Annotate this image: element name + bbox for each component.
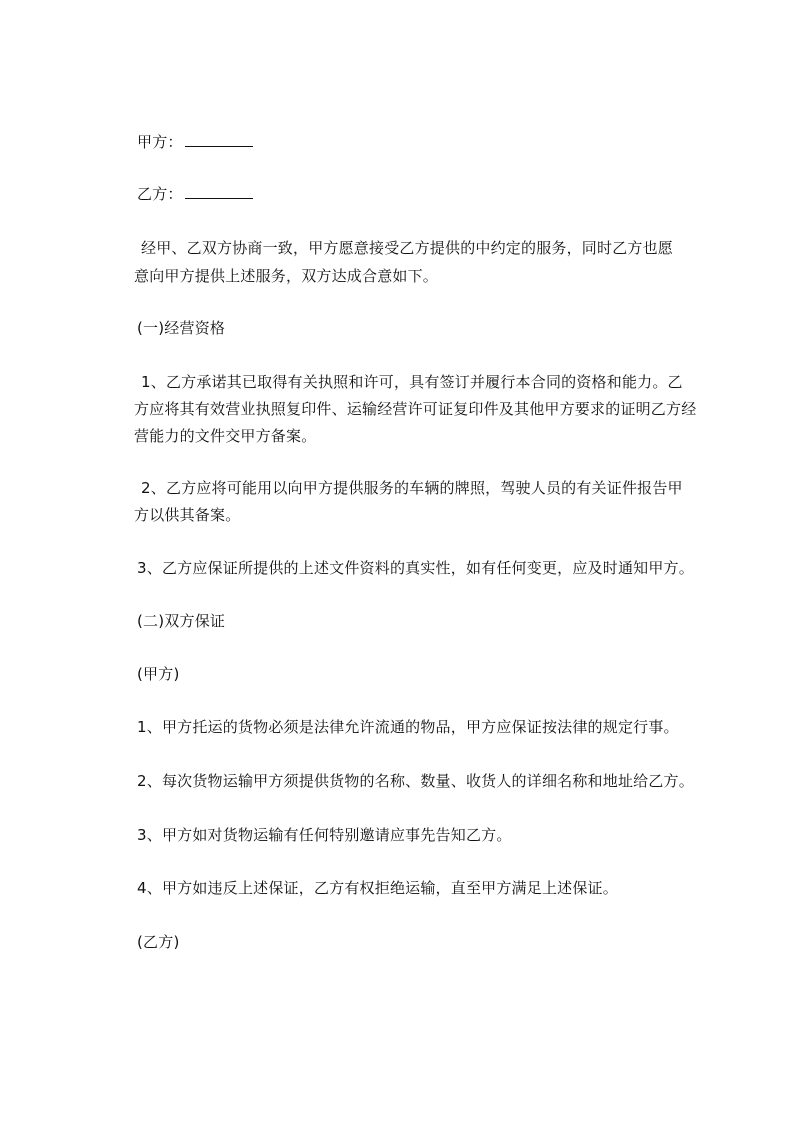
party-b-blank [185, 184, 253, 199]
party-a-label: 甲方： [137, 133, 183, 151]
section1-clause2-line1: 2、乙方应将可能用以向甲方提供服务的车辆的牌照，驾驶人员的有关证件报告甲 [141, 479, 683, 497]
party-a-item-3: 3、甲方如对货物运输有任何特别邀请应事先告知乙方。 [137, 826, 512, 844]
intro-line-2: 意向甲方提供上述服务，双方达成合意如下。 [134, 267, 439, 285]
section1-clause3: 3、乙方应保证所提供的上述文件资料的真实性，如有任何变更，应及时通知甲方。 [137, 559, 694, 577]
section1-heading: (一)经营资格 [137, 319, 226, 337]
section1-clause2-line2: 方以供其备案。 [134, 506, 241, 524]
party-b-label: 乙方： [137, 185, 183, 203]
party-a-line [137, 132, 253, 152]
party-b-line [137, 184, 253, 204]
section1-clause1-line3: 营能力的文件交甲方备案。 [134, 427, 317, 445]
intro-line-1: 经甲、乙双方协商一致，甲方愿意接受乙方提供的中约定的服务，同时乙方也愿 [141, 239, 674, 257]
party-a-item-4: 4、甲方如违反上述保证，乙方有权拒绝运输，直至甲方满足上述保证。 [137, 879, 618, 897]
party-a-item-2: 2、每次货物运输甲方须提供货物的名称、数量、收货人的详细名称和地址给乙方。 [137, 772, 694, 790]
party-b-heading: (乙方) [137, 933, 180, 951]
section1-clause1-line2: 方应将其有效营业执照复印件、运输经营许可证复印件及其他甲方要求的证明乙方经 [134, 400, 697, 418]
party-a-blank [185, 132, 253, 147]
party-a-heading: (甲方) [137, 665, 180, 683]
party-a-item-1: 1、甲方托运的货物必须是法律允许流通的物品，甲方应保证按法律的规定行事。 [137, 718, 679, 736]
section2-heading: (二)双方保证 [137, 612, 226, 630]
section1-clause1-line1: 1、乙方承诺其已取得有关执照和许可，具有签订并履行本合同的资格和能力。乙 [141, 373, 683, 391]
